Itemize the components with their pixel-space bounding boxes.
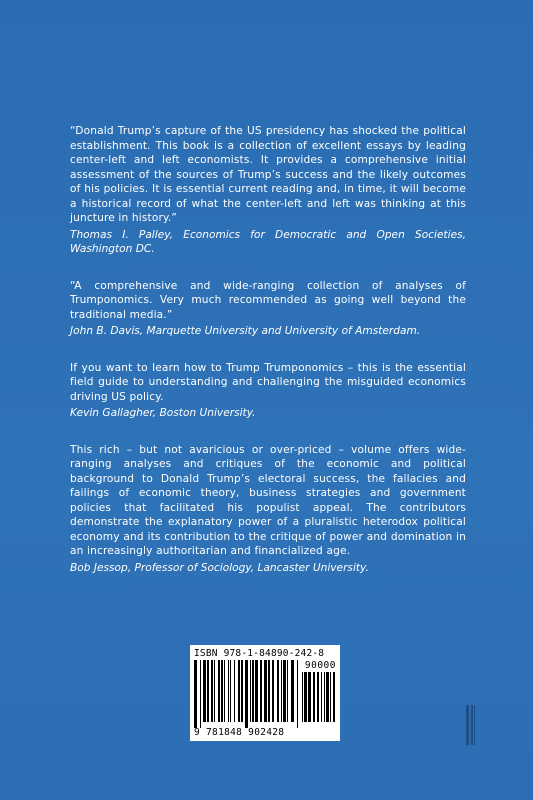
endorsement-attribution: Bob Jessop, Professor of Sociology, Lancaster University. [70,561,369,574]
endorsement-quote: “A comprehensive and wide-ranging collection of analyses of Trumponomics. Very much recommended as going well beyond the traditional media.” [70,279,466,321]
endorsement-attribution: Thomas I. Palley, Economics for Democratic and Open Societies, Washington DC. [70,228,466,255]
printer-mark [466,705,476,745]
barcode-addon-code: 90000 [304,660,336,671]
endorsement-quote: If you want to learn how to Trump Trumponomics – this is the essential field guide to understanding and challenging the misguided economics driving US policy. [70,361,466,403]
isbn-label: ISBN 978-1-84890-242-8 [194,648,325,659]
endorsement-gallagher [70,361,466,421]
endorsement-attribution: Kevin Gallagher, Boston University. [70,407,256,419]
endorsement-quote: This rich – but not avaricious or over-priced – volume offers wide-ranging analyses and critiques of the economic and political background to Donald Trump’s electoral success, the fallacies and failings of economic theory, business strategies and government policies that facilitated his populist appeal. The contributors demonstrate the explanatory power of a pluralistic heterodox political economy and its contribution to the critique of power and domination in an increasingly authoritarian and financialized age. [70,443,466,557]
barcode-digits: 9 781848 902428 [194,727,285,738]
endorsement-palley [70,124,466,257]
isbn-barcode [190,645,340,741]
barcode-addon-bars [302,672,336,728]
endorsement-attribution: John B. Davis, Marquette University and University of Amsterdam. [70,325,421,337]
barcode-bars [194,660,298,728]
endorsement-quote: “Donald Trump’s capture of the US presidency has shocked the political establishment. This book is a collection of excellent essays by leading center-left and left economists. It provides a comprehensive initial assessment of the sources of Trump’s success and the likely outcomes of his policies. It is essential current reading and, in time, it will become a historical record of what the center-left and left was thinking at this juncture in history.” [70,125,466,224]
endorsement-jessop [70,443,466,576]
endorsements [70,124,466,597]
endorsement-davis [70,279,466,339]
